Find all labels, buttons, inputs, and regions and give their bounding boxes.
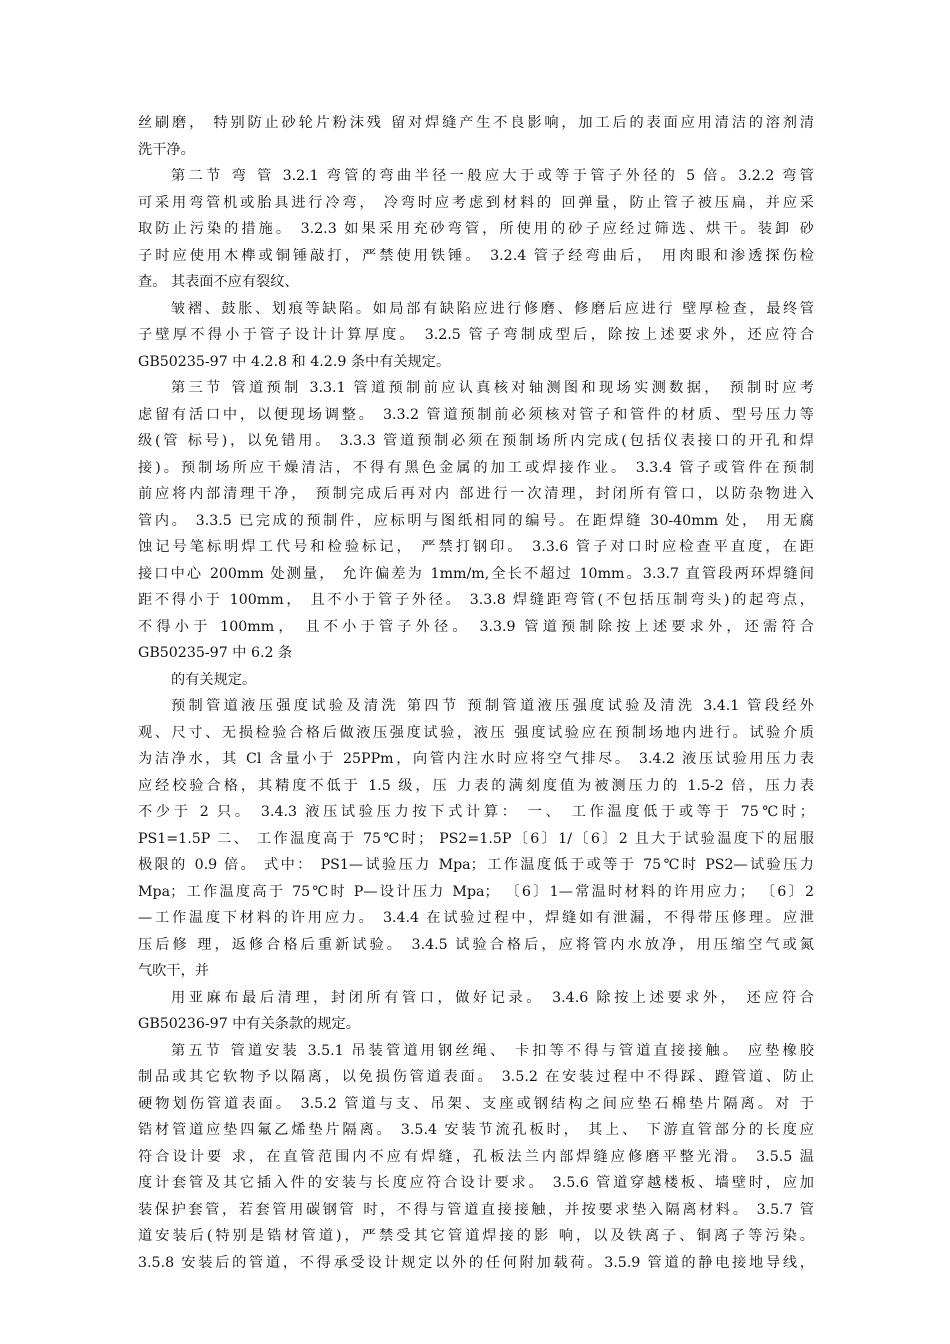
text-line: Mpa；工作温度高于 75℃时 P—设计压力 Mpa； 〔6〕1—常温时材料的许用应力； 〔6〕2 xyxy=(138,883,814,900)
text-line: 第五节 管道安装 3.5.1 吊装管道用钢丝绳、 卡扣等不得与管道直接接触。 应垫橡胶 xyxy=(171,1042,814,1059)
text-line: 应经校验合格，其精度不低于 1.5 级，压 力表的满刻度值为被测压力的 1.5-2 倍，压力表 xyxy=(138,777,814,794)
text-line: 装保护套管，若套管用碳钢管 时，不得与管道直接接触，并按要求垫入隔离材料。 3.5.7 管 xyxy=(138,1201,814,1218)
text-line: 级(管 标号)，以免错用。 3.3.3 管道预制必须在预制场所内完成(包括仪表接口的开孔和焊 xyxy=(138,433,814,449)
text-line: 硬物划伤管道表面。 3.5.2 管道与支、吊架、支座或钢结构之间应垫石棉垫片隔离。对 于 xyxy=(138,1095,814,1112)
text-line: 压后修 理，返修合格后重新试验。 3.4.5 试验合格后，应将管内水放净，用压缩空气或氮 xyxy=(138,936,814,953)
text-line: —工作温度下材料的许用应力。 3.4.4 在试验过程中，焊缝如有泄漏，不得带压修理。应泄 xyxy=(138,910,814,926)
text-line: 第三节 管道预制 3.3.1 管道预制前应认真核对轴测图和现场实测数据， 预制时应考 xyxy=(171,380,814,396)
text-line: 管内。 3.3.5 已完成的预制件，应标明与图纸相同的编号。在距焊缝 30-40mm 处， 用无腐 xyxy=(138,512,814,529)
text-line: 预制管道液压强度试验及清洗 第四节 预制管道液压强度试验及清洗 3.4.1 管段经外 xyxy=(171,698,814,714)
text-line: 锆材管道应垫四氟乙烯垫片隔离。 3.5.4 安装节流孔板时， 其上、 下游直管部分的长度应 xyxy=(138,1122,814,1138)
text-line: 气吹干，并 xyxy=(138,963,209,979)
text-line: 为洁净水，其 Cl 含量小于 25PPm，向管内注水时应将空气排尽。 3.4.2 液压试验用压力表 xyxy=(138,751,814,767)
text-line: GB50235-97 中 6.2 条 xyxy=(138,645,293,661)
text-line: 接)。预制场所应干燥清洁，不得有黑色金属的加工或焊接作业。 3.3.4 管子或管件在预制 xyxy=(138,459,814,476)
text-line: 洗干净。 xyxy=(138,141,195,158)
text-line: GB50235-97 中 4.2.8 和 4.2.9 条中有关规定。 xyxy=(138,353,451,370)
text-line: 可采用弯管机或胎具进行冷弯， 冷弯时应考虑到材料的 回弹量，防止管子被压扁，并应采 xyxy=(138,194,814,211)
text-line: 子壁厚不得小于管子设计计算厚度。 3.2.5 管子弯制成型后，除按上述要求外，还应符合 xyxy=(138,327,814,343)
text-line: 虑留有活口中，以便现场调整。 3.3.2 管道预制前必须核对管子和管件的材质、型号压力等 xyxy=(138,406,814,423)
text-line: GB50236-97 中有关条款的规定。 xyxy=(138,1016,360,1032)
text-line: 距不得小于 100mm， 且不小于管子外径。 3.3.8 焊缝距弯管(不包括压制弯头)的起弯点， xyxy=(138,592,814,608)
text-line: 的有关规定。 xyxy=(171,671,257,688)
text-line: 度计套管及其它插入件的安装与长度应符合设计要求。 3.5.6 管道穿越楼板、墙壁时，应加 xyxy=(138,1175,814,1191)
text-line: 不少于 2 只。 3.4.3 液压试验压力按下式计算： 一、 工作温度低于或等于 75℃时； xyxy=(138,804,814,820)
text-line: 前应将内部清理干净， 预制完成后再对内 部进行一次清理，封闭所有管口，以防杂物进入 xyxy=(138,486,814,502)
text-line: 取防止污染的措施。 3.2.3 如果采用充砂弯管，所使用的砂子应经过筛选、烘干。装卸 砂 xyxy=(138,221,814,237)
text-line: 观、尺寸、无损检验合格后做液压强度试验，液压 强度试验应在预制场地内进行。试验介质 xyxy=(138,724,814,741)
text-line: 子时应使用木榫或铜锤敲打，严禁使用铁锤。 3.2.4 管子经弯曲后， 用肉眼和渗透探伤检 xyxy=(138,247,814,264)
text-line: 第二节 弯 管 3.2.1 弯管的弯曲半径一般应大于或等于管子外径的 5 倍。3.2.2 弯管 xyxy=(171,168,814,184)
text-line: 蚀记号笔标明焊工代号和检验标记， 严禁打钢印。 3.3.6 管子对口时应检查平直度，在距 xyxy=(138,539,814,555)
text-line: 查。 其表面不应有裂纹、 xyxy=(138,274,299,290)
text-line: PS1=1.5P 二、 工作温度高于 75℃时； PS2=1.5P〔6〕1/〔6〕2 且大于试验温度下的屈服 xyxy=(138,830,814,847)
text-line: 极限的 0.9 倍。 式中： PS1—试验压力 Mpa；工作温度低于或等于 75℃时 PS2—试验压力 xyxy=(138,857,814,873)
text-line: 皱褶、鼓胀、划痕等缺陷。如局部有缺陷应进行修磨、修磨后应进行 壁厚检查，最终管 xyxy=(171,300,814,317)
text-line: 制品或其它软物予以隔离，以免损伤管道表面。 3.5.2 在安装过程中不得踩、蹬管道、防止 xyxy=(138,1069,814,1085)
text-line: 接口中心 200mm 处测量， 允许偏差为 1mm/m,全长不超过 10mm。3.3.7 直管段两环焊缝间 xyxy=(138,565,814,582)
document-page xyxy=(138,110,814,1276)
text-line: 丝刷磨， 特别防止砂轮片粉沫残 留对焊缝产生不良影响，加工后的表面应用清洁的溶剂清 xyxy=(138,115,814,131)
text-line: 道安装后(特别是锆材管道)，严禁受其它管道焊接的影 响，以及铁离子、铜离子等污染。 xyxy=(138,1228,814,1244)
text-line: 符合设计要 求，在直管范围内不应有焊缝，孔板法兰内部焊缝应修磨平整光滑。 3.5.5 温 xyxy=(138,1148,814,1165)
text-line: 用亚麻布最后清理，封闭所有管口，做好记录。 3.4.6 除按上述要求外， 还应符合 xyxy=(171,989,814,1006)
text-line: 不得小于 100mm， 且不小于管子外径。 3.3.9 管道预制除按上述要求外，还需符合 xyxy=(138,618,814,635)
text-line: 3.5.8 安装后的管道，不得承受设计规定以外的任何附加载荷。3.5.9 管道的静电接地导线， xyxy=(138,1254,814,1271)
